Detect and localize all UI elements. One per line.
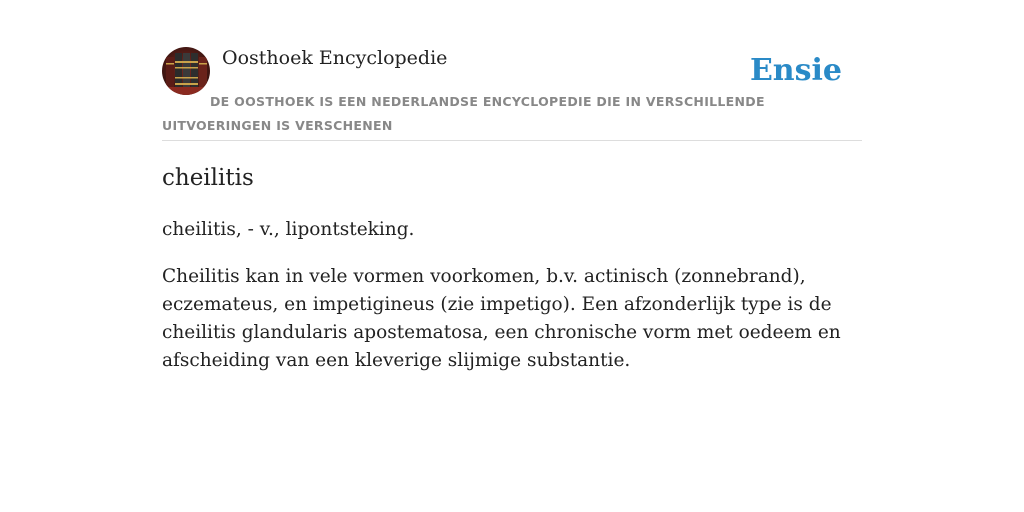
entry-body: Cheilitis kan in vele vormen voorkomen, b.v. actinisch (zonnebrand), eczemateus, en impetigineus (zie impetigo). Een afzonderlijk type is de cheilitis glandularis apostematosa, een chronische vorm met oedeem en afscheiding van een kleverige slijmige substantie. bbox=[162, 266, 841, 371]
ensie-logo-link[interactable]: Ensie bbox=[749, 53, 842, 88]
site-header bbox=[162, 46, 862, 141]
book-spines-icon[interactable] bbox=[162, 47, 210, 95]
entry-definition: cheilitis, - v., lipontsteking. bbox=[162, 219, 415, 240]
site-name[interactable]: Oosthoek Encyclopedie bbox=[222, 47, 448, 69]
article bbox=[162, 160, 867, 375]
entry-title: cheilitis bbox=[162, 165, 254, 191]
site-tagline: DE OOSTHOEK IS EEN NEDERLANDSE ENCYCLOPEDIE DIE IN VERSCHILLENDE UITVOERINGEN IS VERSCHENEN bbox=[162, 94, 765, 133]
